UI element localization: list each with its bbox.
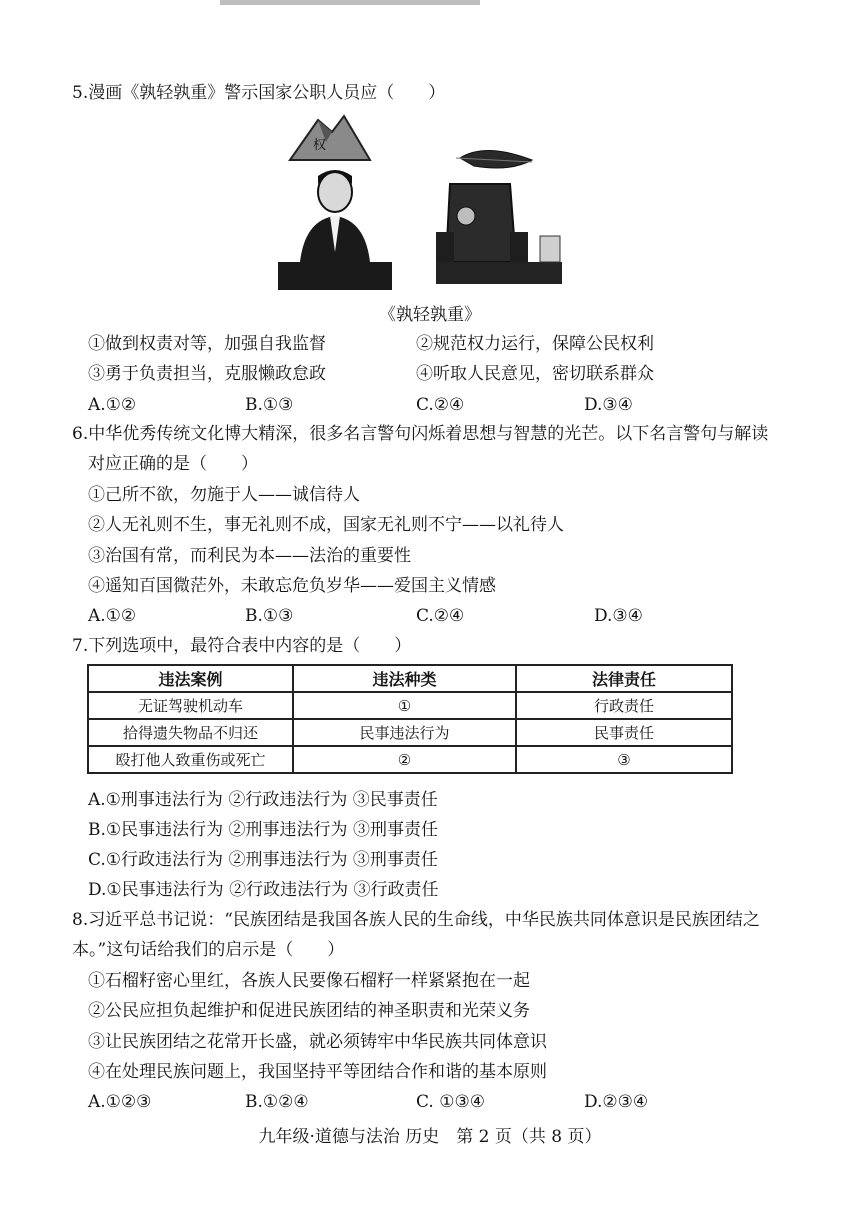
table-cell: ③ [516,746,732,773]
q6-choice-b[interactable]: B.①③ [245,606,294,626]
table-header-row [88,665,732,692]
q8-stem-line-2: 本。”这句话给我们的启示是（ ） [72,940,345,960]
q5-choice-a[interactable]: A.①② [88,395,137,415]
q8-option-3: ③让民族团结之花常开长盛，就必须铸牢中华民族共同体意识 [88,1032,547,1052]
table-row [88,719,732,746]
table-header-case: 违法案例 [88,665,293,692]
q7-choice-b[interactable]: B.①民事违法行为 ②刑事违法行为 ③刑事责任 [88,820,438,840]
table-cell: 行政责任 [516,692,732,719]
q8-stem-line-1: 8.习近平总书记说：“民族团结是我国各族人民的生命线，中华民族共同体意识是民族团结之 [72,910,760,930]
q7-choice-d[interactable]: D.①民事违法行为 ②行政违法行为 ③行政责任 [88,880,439,900]
q8-option-1: ①石榴籽密心里红，各族人民要像石榴籽一样紧紧抱在一起 [88,971,530,991]
q7-stem: 7.下列选项中，最符合表中内容的是（ ） [72,636,412,656]
q6-stem-line-1: 6.中华优秀传统文化博大精深，很多名言警句闪烁着思想与智慧的光芒。以下名言警句与解读 [72,424,769,444]
cartoon-image [270,112,580,297]
table-row [88,692,732,719]
q6-option-3: ③治国有常，而利民为本——法治的重要性 [88,546,411,566]
q6-choice-d[interactable]: D.③④ [594,606,643,626]
table-cell: ② [293,746,516,773]
q5-option-3: ③勇于负责担当，克服懒政怠政 [88,364,326,384]
q8-choice-d[interactable]: D.②③④ [584,1092,649,1112]
q8-option-4: ④在处理民族问题上，我国坚持平等团结合作和谐的基本原则 [88,1062,547,1082]
q6-option-2: ②人无礼则不生，事无礼则不成，国家无礼则不宁——以礼待人 [88,515,564,535]
table-cell: 无证驾驶机动车 [88,692,293,719]
q5-option-2: ②规范权力运行，保障公民权利 [416,334,654,354]
empty-chair [436,184,562,284]
table-header-type: 违法种类 [293,665,516,692]
table-cell: 民事责任 [516,719,732,746]
table-cell: 殴打他人致重伤或死亡 [88,746,293,773]
q8-choice-c[interactable]: C. ①③④ [416,1092,485,1112]
table-row [88,746,732,773]
table-cell: 民事违法行为 [293,719,516,746]
q6-option-4: ④遥知百国微茫外，未敢忘危负岁华——爱国主义情感 [88,576,496,596]
cartoon-power-label: 权 [313,138,327,153]
power-mountain [290,116,370,160]
q8-option-2: ②公民应担负起维护和促进民族团结的神圣职责和光荣义务 [88,1001,530,1021]
table-cell: ① [293,692,516,719]
q5-option-4: ④听取人民意见，密切联系群众 [416,364,654,384]
q6-choice-c[interactable]: C.②④ [416,606,465,626]
q5-choice-b[interactable]: B.①③ [245,395,294,415]
page-footer: 九年级·道德与法治 历史 第 2 页（共 8 页） [258,1127,602,1147]
q8-choice-a[interactable]: A.①②③ [88,1092,152,1112]
q6-option-1: ①己所不欲，勿施于人——诚信待人 [88,485,360,505]
q7-choice-a[interactable]: A.①刑事违法行为 ②行政违法行为 ③民事责任 [88,790,438,810]
q6-choice-a[interactable]: A.①② [88,606,137,626]
feather [456,150,532,168]
q5-choice-d[interactable]: D.③④ [584,395,633,415]
q5-stem: 5.漫画《孰轻孰重》警示国家公职人员应（ ） [72,83,446,103]
official-figure [278,170,392,290]
table-cell: 拾得遗失物品不归还 [88,719,293,746]
q6-stem-line-2: 对应正确的是（ ） [88,454,258,474]
table-header-liability: 法律责任 [516,665,732,692]
q7-choice-c[interactable]: C.①行政违法行为 ②刑事违法行为 ③刑事责任 [88,850,438,870]
law-table [87,664,733,774]
scan-top-mark [220,0,480,5]
cartoon-caption: 《孰轻孰重》 [379,305,481,325]
q5-choice-c[interactable]: C.②④ [416,395,465,415]
q5-option-1: ①做到权责对等，加强自我监督 [88,334,326,354]
q8-choice-b[interactable]: B.①②④ [245,1092,309,1112]
